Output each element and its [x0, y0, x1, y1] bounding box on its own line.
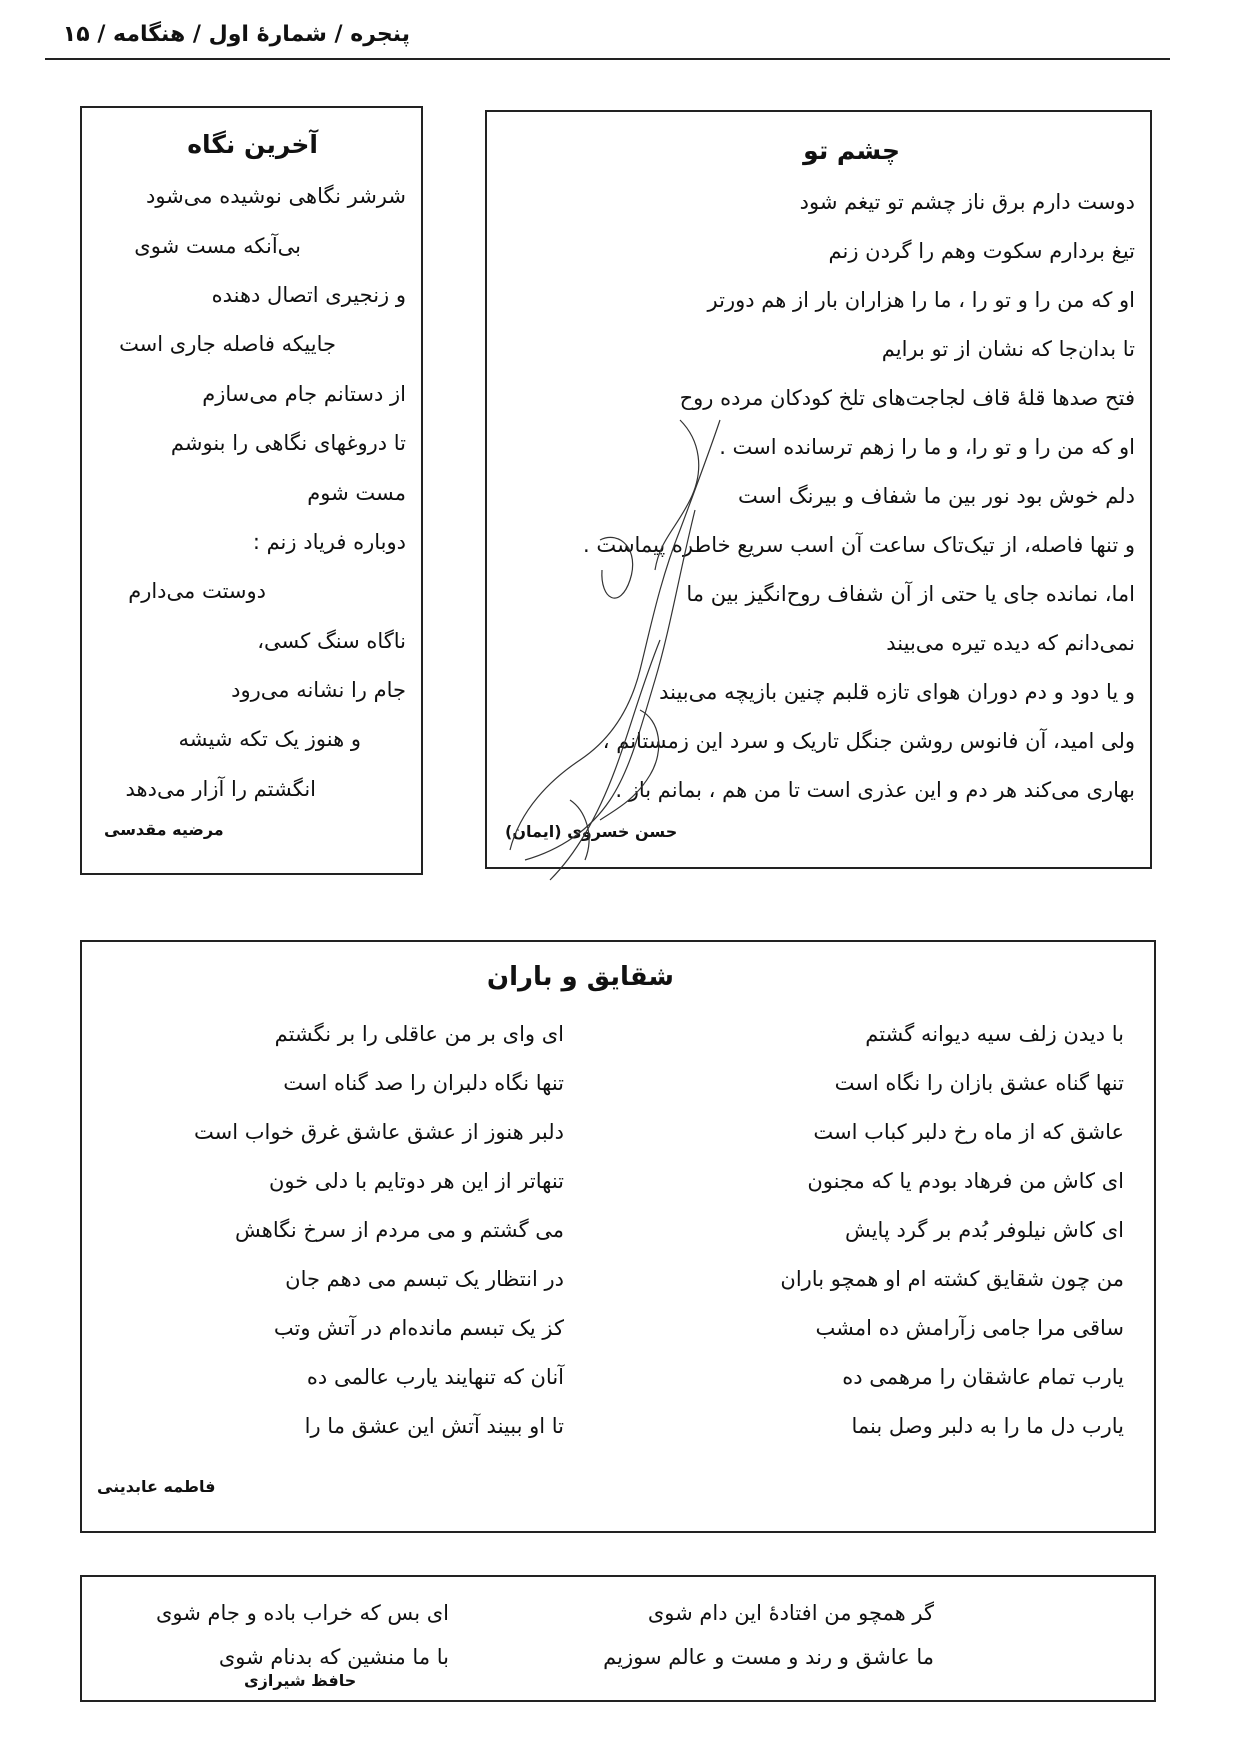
poem-title: شقایق و باران	[486, 962, 674, 992]
poem-box-bottom	[80, 1575, 1156, 1702]
poem-line: از دستانم جام می‌سازم	[202, 382, 406, 406]
poem-line: دلم خوش بود نور بین ما شفاف و بیرنگ است	[738, 484, 1135, 508]
poem-line: دوستت می‌دارم	[128, 579, 266, 603]
poem-line: در انتظار یک تبسم می دهم جان	[285, 1267, 564, 1291]
poem-line: دلبر هنوز از عشق عاشق غرق خواب است	[194, 1120, 564, 1144]
poem-line: شرشر نگاهی نوشیده می‌شود	[145, 184, 406, 208]
poem-author: حسن خسروی (ایمان)	[505, 822, 678, 841]
poem-line: گر همچو من افتادهٔ این دام شوی	[647, 1601, 934, 1625]
poem-line: یارب دل ما را به دلبر وصل بنما	[851, 1414, 1124, 1438]
poem-line: ای وای بر من عاقلی را بر نگشتم	[274, 1022, 564, 1046]
poem-line: با دیدن زلف سیه دیوانه گشتم	[865, 1022, 1124, 1046]
poem-line: و یا دود و دم دوران هوای تازه قلبم چنین بازیچه می‌بیند	[659, 680, 1135, 704]
poem-line: ای کاش من فرهاد بودم یا که مجنون	[807, 1169, 1124, 1193]
poem-author: مرضیه مقدسی	[104, 820, 224, 839]
poem-line: و تنها فاصله، از تیک‌تاک ساعت آن اسب سریع خاطره پیماست .	[582, 533, 1135, 557]
poem-line: و هنوز یک تکه شیشه	[178, 727, 361, 751]
poem-line: با ما منشین که بدنام شوی	[218, 1645, 449, 1669]
poem-line: فتح صدها قلهٔ قاف لجاجت‌های تلخ کودکان مرده روح	[679, 386, 1135, 410]
poem-line: بی‌آنکه مست شوی	[134, 234, 301, 258]
header-text: پنجره / شمارهٔ اول / هنگامه / ۱۵	[62, 22, 410, 47]
poem-line: و زنجیری اتصال دهنده	[211, 283, 406, 307]
poem-author: فاطمه عابدینی	[97, 1477, 216, 1496]
poem-line: تنهاتر از این هر دوتایم با دلی خون	[268, 1169, 564, 1193]
poem-line: او که من را و تو را ، ما را هزاران بار از هم دورتر	[707, 288, 1135, 312]
poem-line: یارب تمام عاشقان را مرهمی ده	[842, 1365, 1124, 1389]
poem-line: تیغ بردارم سکوت وهم را گردن زنم	[828, 239, 1135, 263]
poem-line: ای بس که خراب باده و جام شوی	[155, 1601, 449, 1625]
poem-line: ساقی مرا جامی زآرامش ده امشب	[815, 1316, 1124, 1340]
poem-box-middle	[80, 940, 1156, 1533]
poem-line: جام را نشانه می‌رود	[231, 678, 406, 702]
poem-column-left	[29, 1591, 449, 1679]
poem-line: تنها نگاه دلبران را صد گناه است	[283, 1071, 564, 1095]
poem-column-right	[514, 1591, 934, 1679]
poem-title: آخرین نگاه	[187, 130, 318, 159]
poem-line: اما، نمانده جای یا حتی از آن شفاف روح‌انگیز بین ما	[686, 582, 1135, 606]
page-header	[45, 18, 1170, 60]
poem-line: من چون شقایق کشته ام او همچو باران	[780, 1267, 1124, 1291]
poem-line: آنان که تنهایند یارب عالمی ده	[306, 1365, 564, 1389]
poem-line: می گشتم و می مردم از سرخ نگاهش	[234, 1218, 564, 1242]
poem-line: مست شوم	[307, 481, 406, 505]
poem-line: تنها گناه عشق بازان را نگاه است	[834, 1071, 1124, 1095]
poem-line: عاشق که از ماه رخ دلبر کباب است	[813, 1120, 1124, 1144]
poem-line: ناگاه سنگ کسی،	[257, 629, 406, 653]
poem-line: کز یک تبسم مانده‌ام در آتش وتب	[273, 1316, 564, 1340]
poem-column-left	[104, 1010, 564, 1451]
poem-line: جاییکه فاصله جاری است	[119, 332, 336, 356]
poem-line: نمی‌دانم که دیده تیره می‌بیند	[886, 631, 1135, 655]
poem-line: بهاری می‌کند هر دم و این عذری است تا من هم ، بمانم باز .	[615, 778, 1135, 802]
poem-box-right	[485, 110, 1152, 869]
poem-title: چشم تو	[803, 136, 900, 165]
poem-line: انگشتم را آزار می‌دهد	[125, 777, 316, 801]
poem-line: ما عاشق و رند و مست و عالم سوزیم	[603, 1645, 934, 1669]
poem-line: ولی امید، آن فانوس روشن جنگل تاریک و سرد این زمستانم ،	[602, 729, 1135, 753]
poem-line: تا بدان‌جا که نشان از تو برایم	[881, 337, 1135, 361]
poem-box-left	[80, 106, 423, 875]
poem-line: تا دروغهای نگاهی را بنوشم	[170, 431, 406, 455]
poem-column-right	[664, 1010, 1124, 1451]
poem-line: دوباره فریاد زنم :	[252, 530, 406, 554]
poem-line: تا او ببیند آتش این عشق ما را	[304, 1414, 564, 1438]
poem-line: او که من را و تو را، و ما را زهم ترسانده است .	[719, 435, 1135, 459]
poem-line: دوست دارم برق ناز چشم تو تیغم شود	[799, 190, 1135, 214]
poem-line: ای کاش نیلوفر بُدم بر گرد پایش	[844, 1218, 1124, 1242]
poem-author: حافظ شیرازی	[244, 1671, 357, 1690]
